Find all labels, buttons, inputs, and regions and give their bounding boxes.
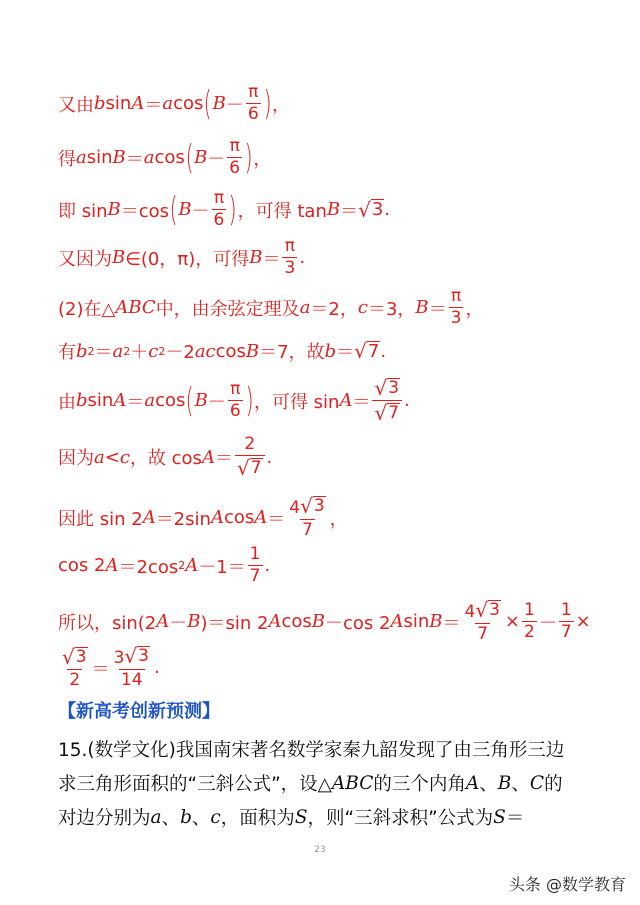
numerator: π (284, 236, 296, 256)
denominator: 7 (302, 520, 313, 540)
text: ， (329, 508, 348, 530)
var: B (245, 340, 260, 362)
radicand: 3 (371, 199, 384, 221)
solution-line-12 (58, 646, 160, 689)
fraction (372, 378, 402, 423)
numerator (112, 646, 152, 669)
text: . (266, 446, 273, 468)
text: ＝ (125, 148, 144, 170)
var: b (94, 93, 106, 114)
page-number: 23 (314, 845, 326, 855)
var: a (94, 446, 105, 468)
var: c (148, 340, 159, 362)
var: c (210, 806, 221, 828)
text: 又因为 (58, 248, 112, 270)
text: . (380, 340, 387, 362)
fraction (235, 436, 265, 478)
var: B (497, 772, 512, 794)
var: b (180, 806, 192, 828)
text: 中，由余弦定理及 (155, 298, 300, 320)
numerator: π (248, 82, 259, 102)
sqrt: √ 7 (354, 339, 380, 364)
numerator: π (230, 379, 241, 399)
text: )＝sin 2 (200, 612, 269, 634)
text: － (207, 391, 226, 413)
solution-line-9 (58, 496, 348, 539)
exponent: 2 (87, 344, 95, 358)
right-paren: ) (229, 189, 237, 230)
var: c (357, 297, 368, 318)
text: ＝2sin (155, 508, 211, 530)
fraction (248, 546, 263, 585)
var: A (142, 507, 156, 528)
text: sin (86, 147, 113, 168)
var: B (249, 247, 263, 268)
var: b (76, 390, 88, 411)
denominator-sqrt: √ 7 (372, 400, 402, 423)
var: A (268, 611, 282, 632)
text: . (299, 247, 306, 268)
text: 得 (58, 148, 76, 170)
var: A (210, 507, 224, 528)
radicand: 7 (388, 403, 400, 424)
numerator: π (213, 188, 225, 208)
text: ， (271, 94, 290, 116)
radicand: 3 (388, 378, 400, 399)
text: 、 (191, 808, 211, 829)
denominator: 2 (69, 669, 81, 690)
numerator (463, 600, 503, 623)
text: ＋ (130, 342, 149, 363)
var: A (105, 555, 119, 576)
denominator: 6 (247, 104, 259, 124)
text: ＝ (94, 342, 113, 363)
radicand: 3 (75, 646, 87, 667)
solution-line-2 (58, 138, 271, 177)
var: A (254, 507, 268, 528)
solution-line-5 (58, 288, 483, 327)
solution-line-10 (58, 546, 270, 585)
exponent: 2 (158, 344, 166, 358)
left-paren: ( (185, 137, 194, 178)
problem-line-2 (58, 770, 563, 796)
text: sin (105, 93, 132, 114)
text: － (207, 148, 226, 170)
text: ∈(0，π)，可得 (125, 248, 250, 270)
text: (2)在△ (58, 298, 116, 320)
numerator: 1 (560, 600, 572, 620)
radicand: 3 (313, 496, 325, 517)
coef: 3 (113, 648, 125, 668)
var: B (107, 199, 121, 220)
denominator: 7 (249, 566, 261, 586)
exponent: 2 (178, 559, 186, 572)
text: cos (215, 340, 246, 362)
numerator-sqrt: √ 3 (62, 644, 87, 669)
exponent: 2 (123, 344, 131, 358)
var: c (119, 446, 130, 468)
fraction (112, 646, 152, 689)
text: cos (173, 93, 204, 114)
watermark (509, 872, 626, 895)
text: －1＝ (198, 556, 246, 578)
var: a (299, 297, 311, 318)
text: ，可得 tan (237, 200, 327, 222)
text: ，可得 sin (253, 391, 340, 413)
text: 由 (58, 391, 76, 413)
text: ＝ (428, 298, 447, 320)
var: S (493, 806, 506, 828)
text: －cos 2 (325, 612, 391, 634)
fraction (246, 84, 261, 123)
text: 、 (511, 774, 530, 795)
var: b (324, 340, 337, 362)
var: b (76, 340, 88, 362)
solution-line-1 (58, 84, 290, 123)
text: ＝3， (367, 298, 416, 320)
text: ＝ (267, 508, 286, 530)
text: － (191, 200, 210, 222)
denominator: 7 (477, 624, 489, 644)
text: －2 (165, 342, 195, 363)
text: ＝ (126, 391, 145, 413)
var: a (162, 93, 174, 114)
text: － (538, 612, 557, 634)
numerator: 2 (244, 434, 256, 454)
var: A (339, 390, 353, 411)
var: A (131, 93, 145, 114)
right-paren: ) (244, 137, 253, 178)
var: B (194, 390, 208, 411)
var: a (144, 390, 156, 411)
text: ＝2， (310, 298, 358, 320)
denominator: 6 (213, 210, 225, 230)
sqrt: √ 3 (358, 197, 384, 222)
fraction (449, 288, 464, 327)
var: A (465, 772, 480, 794)
var: a (76, 147, 87, 168)
numerator: π (229, 136, 240, 156)
text: ， (465, 298, 484, 320)
text: × (504, 611, 521, 632)
text: 的三个内角 (373, 774, 466, 795)
text: ＝ (505, 808, 525, 829)
numerator: π (450, 286, 462, 306)
text: 又由 (58, 94, 94, 116)
fraction (212, 190, 227, 229)
var: ac (194, 340, 216, 362)
denominator: 7 (560, 622, 572, 642)
numerator-sqrt: √ 3 (374, 376, 400, 400)
coef: 4 (289, 498, 301, 518)
var: A (185, 555, 199, 576)
numerator: 1 (249, 544, 261, 564)
var: ABC (331, 772, 374, 794)
fraction (287, 496, 327, 539)
var: B (415, 297, 429, 318)
fraction (60, 644, 90, 690)
text: cos (154, 147, 185, 168)
text: ，故 cos (129, 448, 202, 469)
text: ＝7，故 (259, 342, 325, 363)
text: ＝ (340, 200, 359, 222)
radicand: 3 (138, 646, 149, 667)
radicand: 3 (489, 600, 500, 621)
text: ＝2cos (118, 556, 179, 578)
denominator: 6 (229, 158, 241, 178)
coef: 4 (464, 602, 476, 622)
fraction (228, 381, 243, 420)
var: B (112, 147, 126, 168)
denominator: 3 (284, 258, 296, 278)
numerator: 1 (524, 600, 535, 620)
var: B (212, 93, 226, 114)
text: ＝ (214, 448, 233, 469)
text: ＝ (262, 248, 281, 270)
var: A (390, 611, 404, 632)
text: . (153, 657, 160, 678)
text: cos (155, 390, 186, 411)
fraction (559, 602, 574, 641)
right-paren: ) (263, 83, 272, 124)
text: × (575, 611, 591, 632)
text: 因此 sin 2 (58, 508, 143, 530)
text: cos 2 (58, 555, 106, 576)
text: ， (253, 148, 272, 170)
var: B (178, 199, 192, 220)
text: sin (87, 390, 114, 411)
solution-line-3 (58, 190, 390, 229)
text: 对边分别为 (58, 808, 151, 829)
var: B (311, 611, 326, 632)
text: cos (281, 611, 312, 632)
solution-line-11 (58, 600, 591, 643)
text: sin (403, 611, 430, 632)
denominator-sqrt: √ 7 (235, 455, 265, 478)
text: . (384, 199, 391, 220)
text: 、 (161, 808, 181, 829)
text: 所以，sin(2 (58, 612, 157, 634)
watermark-text: 头条 @数学教育 (508, 875, 626, 894)
solution-line-6 (58, 338, 386, 364)
denominator: 3 (450, 308, 462, 328)
text: ＝ (336, 342, 355, 363)
denominator: 2 (524, 622, 535, 642)
text: ＝cos (120, 200, 170, 222)
var: a (112, 340, 124, 362)
var: ABC (115, 297, 156, 318)
sqrt: √ 3 (124, 644, 149, 668)
text: ＝ (352, 391, 371, 413)
sqrt: √ 3 (300, 494, 325, 518)
solution-line-7 (58, 378, 410, 423)
text: － (225, 94, 244, 116)
text: － (169, 612, 188, 634)
text: 因为 (58, 448, 94, 469)
left-paren: ( (169, 189, 178, 230)
var: a (143, 147, 155, 168)
section-heading: 【新高考创新预测】 (58, 701, 220, 722)
text: ，则“三斜求积”公式为 (307, 808, 494, 829)
text: ＝ (91, 658, 110, 680)
fraction (463, 600, 503, 643)
text: . (264, 555, 271, 576)
fraction (282, 238, 297, 277)
text: . (404, 390, 410, 411)
text: 有 (58, 342, 76, 363)
var: A (156, 611, 170, 632)
text: ＝ (442, 612, 461, 634)
var: S (294, 806, 308, 828)
radicand: 7 (250, 458, 262, 479)
text: 求三角形面积的“三斜公式”，设△ (58, 774, 332, 795)
left-paren: ( (186, 380, 194, 421)
numerator (287, 496, 327, 519)
text: 15.(数学文化)我国南宋著名数学家秦九韶发现了由三角形三边 (58, 740, 565, 761)
var: A (201, 446, 215, 468)
problem-line-1 (58, 736, 564, 762)
var: B (112, 247, 126, 268)
var: B (429, 611, 443, 632)
denominator: 14 (120, 670, 143, 690)
problem-line-3 (58, 804, 524, 830)
text: 的 (544, 774, 563, 795)
var: B (194, 147, 208, 168)
var: B (187, 611, 201, 632)
var: A (113, 390, 127, 411)
text: 即 sin (58, 200, 108, 222)
var: a (150, 806, 162, 828)
text: ，面积为 (220, 808, 295, 829)
radicand: 7 (367, 340, 380, 362)
text: < (104, 446, 120, 468)
left-paren: ( (204, 83, 212, 124)
denominator: 6 (229, 401, 241, 421)
solution-line-8 (58, 436, 272, 478)
solution-line-4 (58, 238, 305, 277)
right-paren: ) (245, 380, 254, 421)
text: 、 (479, 774, 498, 795)
var: C (529, 772, 545, 794)
var: B (326, 199, 341, 220)
fraction (227, 138, 242, 177)
sqrt: √ 3 (475, 598, 500, 622)
text: cos (223, 507, 255, 528)
text: ＝ (144, 94, 163, 116)
fraction (522, 602, 537, 641)
